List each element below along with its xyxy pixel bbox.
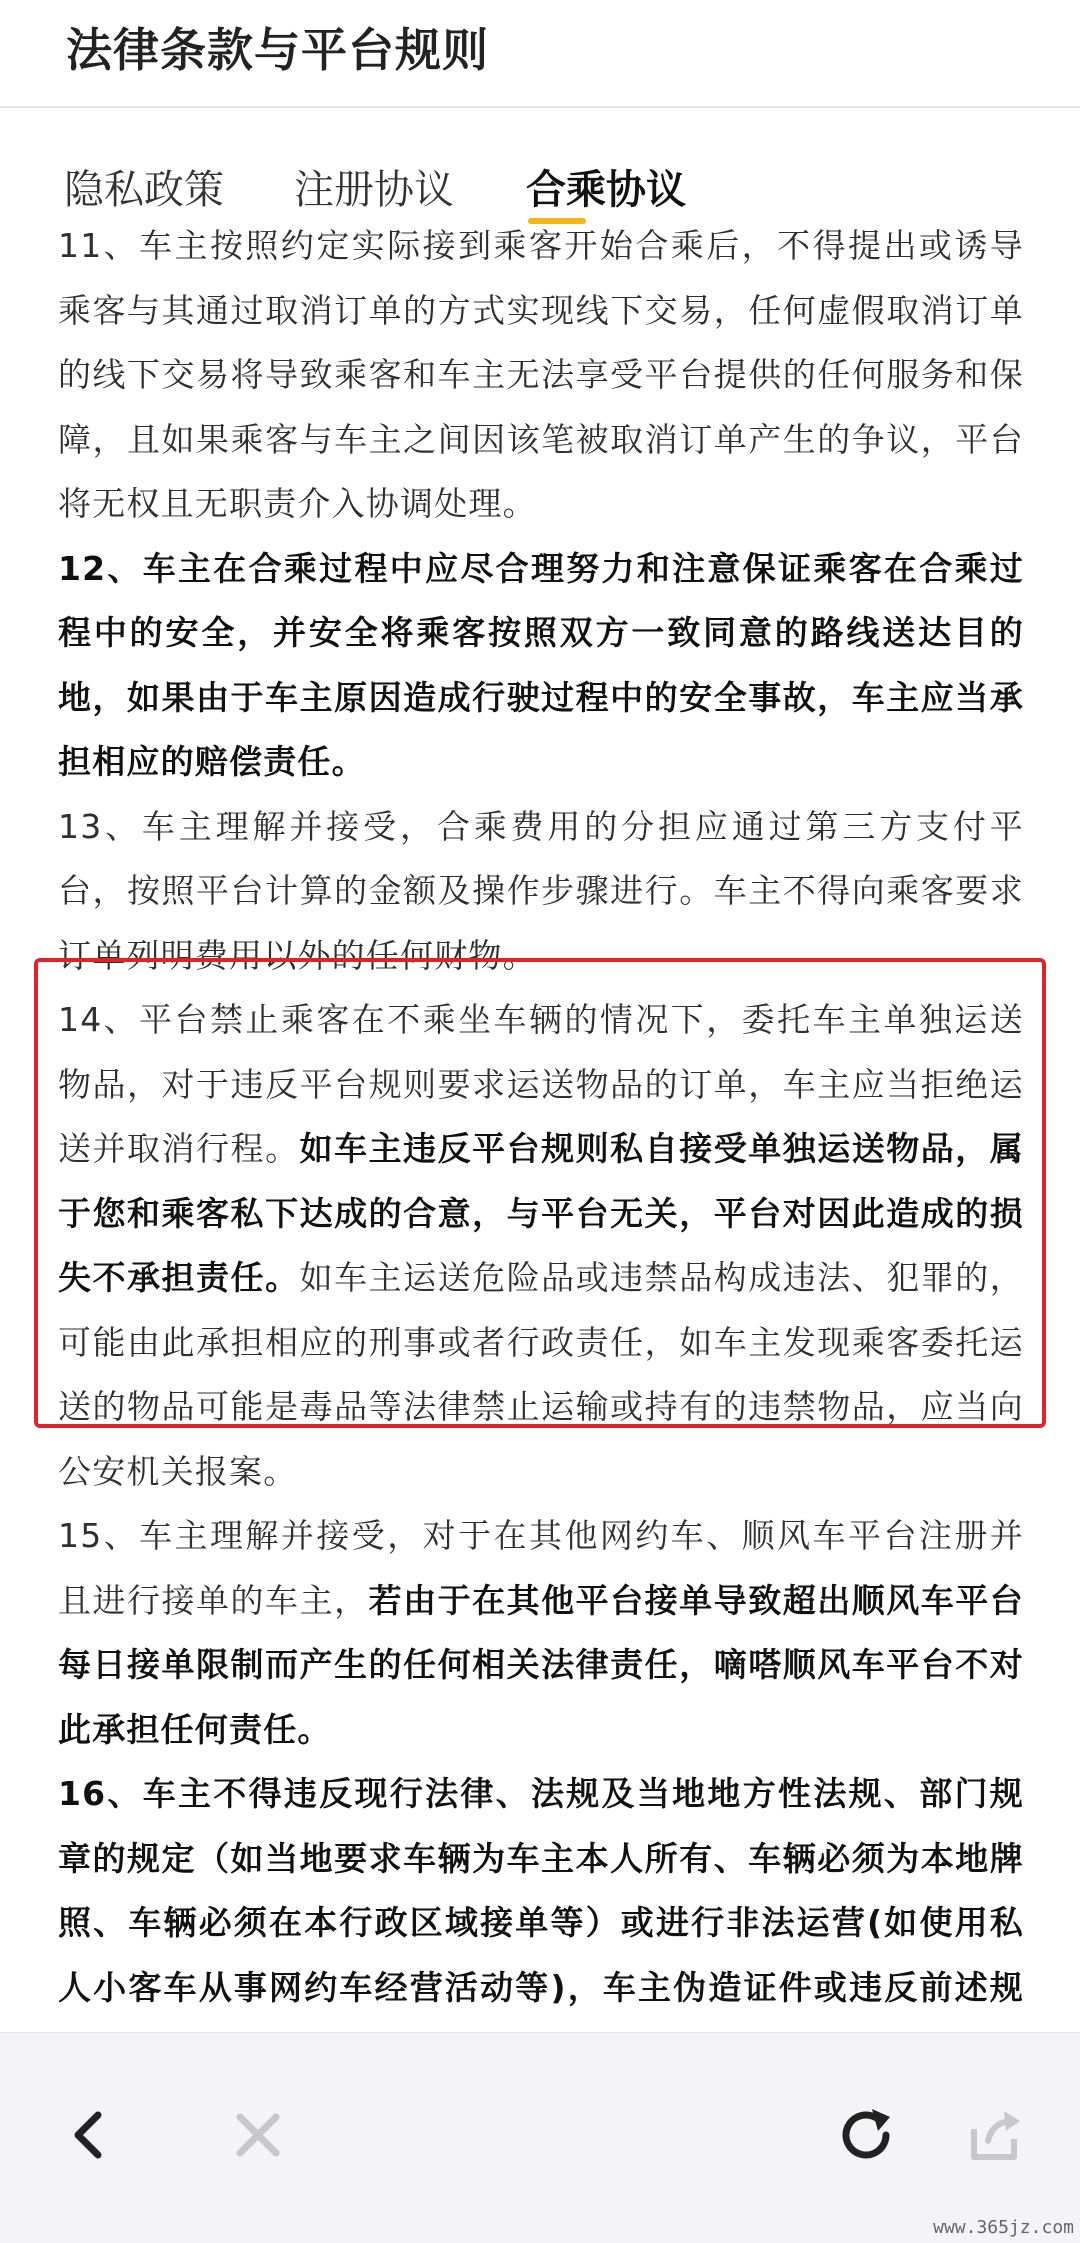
back-arrow-icon: [62, 2107, 118, 2163]
clause-13: 13、车主理解并接受，合乘费用的分担应通过第三方支付平台，按照平台计算的金额及操作步骤进行。车主不得向乘客要求订单列明费用以外的任何财物。: [58, 806, 1024, 975]
clause-15: [58, 1504, 1024, 1762]
page-title: 法律条款与平台规则: [66, 23, 489, 77]
tab-registration-agreement[interactable]: 注册协议: [294, 167, 454, 213]
refresh-button[interactable]: [826, 2095, 906, 2175]
share-icon: [964, 2105, 1024, 2165]
clause-15-part-a: 15、车主理解并接受，对于在其他网约车、顺风车平台注册并且进行接单的车主，: [58, 1516, 1024, 1620]
clause-14-highlight-box: [34, 958, 1046, 1428]
header-bar: [0, 0, 1080, 108]
refresh-icon: [834, 2103, 898, 2167]
clause-15-part-b: 若由于在其他平台接单导致超出顺风车平台每日接单限制而产生的任何相关法律责任，嘀嗒顺风车平台不对此承担任何责任。: [58, 1580, 1024, 1749]
share-button[interactable]: [954, 2095, 1034, 2175]
clause-16: 16、车主不得违反现行法律、法规及当地地方性法规、部门规章的规定（如当地要求车辆为车主本人所有、车辆必须为本地牌照、车辆必须在本行政区域接单等）或进行非法运营(如使用私人小客车从事网约车经营活动等)，车主伪造证件或违反前述规: [58, 1774, 1024, 2007]
clause-14-part-b: 如车主违反平台规则私自接受单独运送物品，属于您和乘客私下达成的合意，与平台无关，平台对因此造成的损失不承担责任。: [58, 1129, 1024, 1297]
clause-14-part-c: 如车主运送危险品或违禁品构成违法、犯罪的，可能由此承担相应的刑事或者行政责任，如车主发现乘客委托运送的物品可能是毒品等法律禁止运输或持有的违禁物品，应当向公安机关报案。: [58, 1258, 1024, 1491]
browser-toolbar: [0, 2032, 1080, 2243]
tab-privacy-policy[interactable]: 隐私政策: [64, 167, 224, 213]
back-button[interactable]: [50, 2095, 130, 2175]
clause-14-part-a: 14、平台禁止乘客在不乘坐车辆的情况下，委托车主单独运送物品，对于违反平台规则要求运送物品的订单，车主应当拒绝运送并取消行程。: [58, 1000, 1024, 1168]
close-button[interactable]: [218, 2095, 298, 2175]
tab-carpool-agreement[interactable]: 合乘协议: [526, 167, 686, 213]
watermark: www.365jz.com: [933, 2217, 1074, 2238]
clause-12: 12、车主在合乘过程中应尽合理努力和注意保证乘客在合乘过程中的安全，并安全将乘客按照双方一致同意的路线送达目的地，如果由于车主原因造成行驶过程中的安全事故，车主应当承担相应的赔偿责任。: [58, 548, 1024, 781]
clause-11: 11、车主按照约定实际接到乘客开始合乘后，不得提出或诱导乘客与其通过取消订单的方式实现线下交易，任何虚假取消订单的线下交易将导致乘客和车主无法享受平台提供的任何服务和保障，且如果乘客与车主之间因该笔被取消订单产生的争议，平台将无权且无职责介入协调处理。: [58, 226, 1024, 523]
close-x-icon: [230, 2107, 286, 2163]
